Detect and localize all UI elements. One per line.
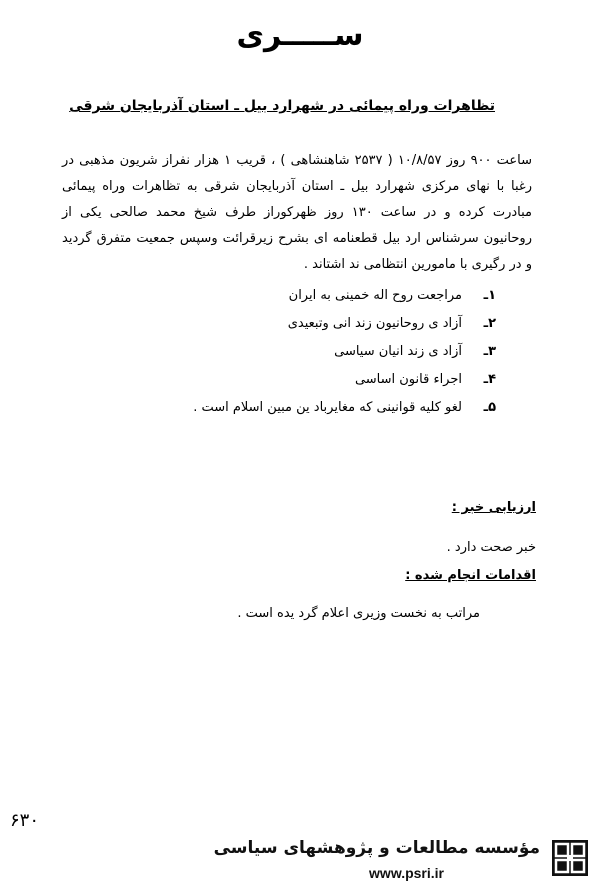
actions-value: مراتب به نخست وزیری اعلام گرد یده است .	[237, 606, 480, 621]
item-text: لغو کلیه قوانینی که مغایرباد ین مبین اسلام است .	[193, 400, 462, 415]
item-number: ۳ـ	[483, 344, 496, 359]
watermark-footer	[0, 832, 600, 890]
list-item	[193, 394, 496, 422]
institute-website[interactable]: www.psri.ir	[369, 865, 444, 881]
document-subject: تظاهرات وراه پیمائی در شهرارد بیل ـ استان آذربایجان شرقی	[69, 98, 495, 114]
evaluation-heading: ارزیابی خبر :	[451, 500, 536, 515]
resolution-list	[193, 282, 496, 422]
list-item	[193, 366, 496, 394]
list-item	[193, 310, 496, 338]
classification-heading: ســـــری	[236, 18, 364, 53]
institute-name: مؤسسه مطالعات و پژوهشهای سیاسی	[213, 838, 540, 858]
evaluation-value: خبر صحت دارد .	[446, 540, 536, 555]
actions-heading: اقدامات انجام شده :	[405, 568, 536, 583]
item-text: مراجعت روح اله خمینی به ایران	[288, 288, 462, 303]
item-text: آزاد ی روحانیون زند انی وتبعیدی	[287, 316, 462, 331]
list-item	[193, 338, 496, 366]
report-paragraph: ساعت ۹۰۰ روز ۱۰/۸/۵۷ ( ۲۵۳۷ شاهنشاهی ) ، قریب ۱ هزار نفراز شریون مذهبی در رغبا با نهای مرکزی شهرارد بیل ـ استان آذربایجان شرقی به تظاهرات وراه پیمائی مبادرت کرده و در ساعت ۱۳۰ روز ظهرکوراز طرف شیخ محمد صالحی یکی از روحانیون سرشناس ارد بیل قطعنامه ای بشرح زیرقرائت وسپس جمعیت متفرق گردید و در رگیری با مامورین انتظامی ند اشتاند .	[62, 153, 532, 272]
list-item	[193, 282, 496, 310]
item-number: ۲ـ	[483, 316, 496, 331]
item-number: ۴ـ	[483, 372, 496, 387]
margin-mark: ۶۳۰	[10, 810, 40, 831]
institute-logo-icon	[552, 840, 588, 876]
item-text: اجراء قانون اساسی	[354, 372, 462, 387]
item-number: ۱ـ	[483, 288, 496, 303]
item-number: ۵ـ	[483, 400, 496, 415]
item-text: آزاد ی زند انیان سیاسی	[334, 344, 462, 359]
